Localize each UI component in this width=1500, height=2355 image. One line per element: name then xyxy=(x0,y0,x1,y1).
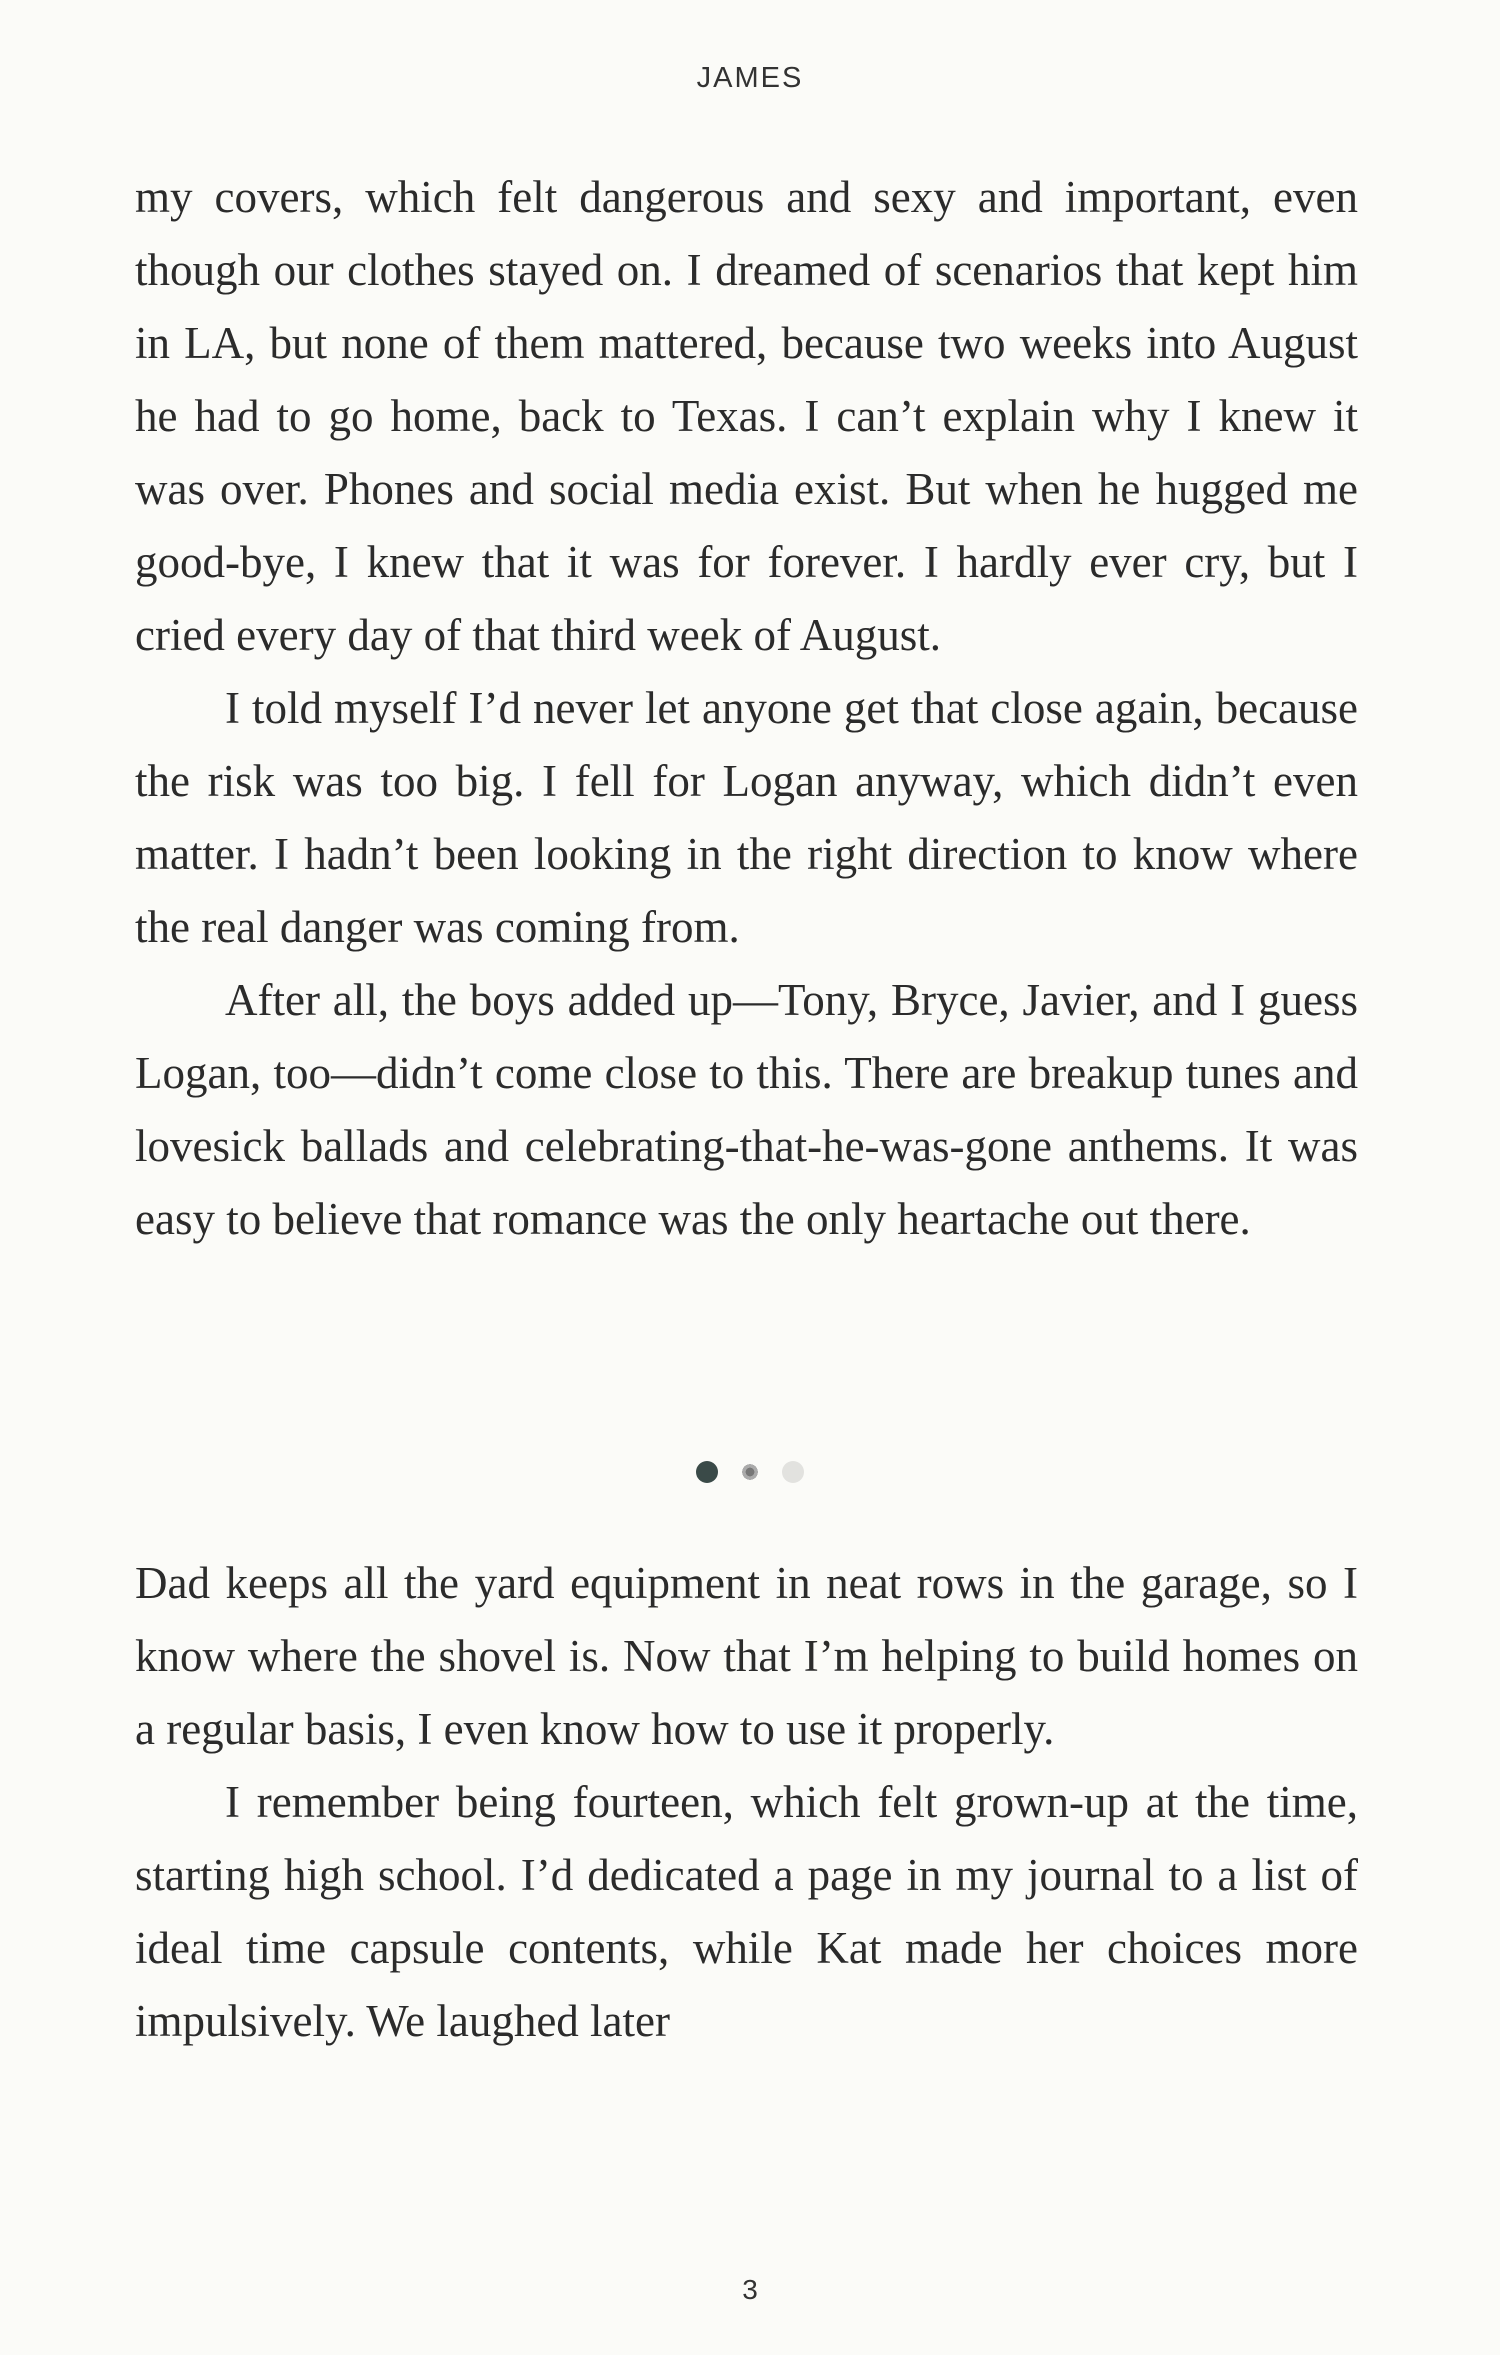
page-number: 3 xyxy=(742,2274,758,2305)
section-break-ornament-icon xyxy=(0,1461,1500,1483)
body-text-bottom xyxy=(135,1547,1358,2058)
paragraph: Dad keeps all the yard equipment in neat rows in the garage, so I know where the shovel is. Now that I’m helping to build homes on a regular basis, I even know how to use it properly. xyxy=(135,1558,1358,1754)
running-head: JAMES xyxy=(696,62,804,94)
paragraph: After all, the boys added up—Tony, Bryce, Javier, and I guess Logan, too—didn’t come close to this. There are breakup tunes and lovesick ballads and celebrating-that-he-was-gone anthems. It was easy to believe that romance was the only heartache out there. xyxy=(135,975,1358,1244)
paragraph: I remember being fourteen, which felt grown-up at the time, starting high school. I’d dedicated a page in my journal to a list of ideal time capsule contents, while Kat made her choices more impulsively. We laughed later xyxy=(135,1777,1358,2046)
solid-dot-icon xyxy=(696,1461,718,1483)
paragraph: my covers, which felt dangerous and sexy and important, even though our clothes stayed on. I dreamed of scenarios that kept him in LA, but none of them mattered, because two weeks into August he had to go home, back to Texas. I can’t explain why I knew it was over. Phones and social media exist. But when he hugged me good-bye, I knew that it was for forever. I hardly ever cry, but I cried every day of that third week of August. xyxy=(135,172,1358,660)
faint-dot-icon xyxy=(782,1461,804,1483)
floral-dot-icon xyxy=(740,1462,760,1482)
body-text-top xyxy=(135,161,1358,1256)
paragraph: I told myself I’d never let anyone get that close again, because the risk was too big. I fell for Logan anyway, which didn’t even matter. I hadn’t been looking in the right direction to know where the real danger was coming from. xyxy=(135,683,1358,952)
